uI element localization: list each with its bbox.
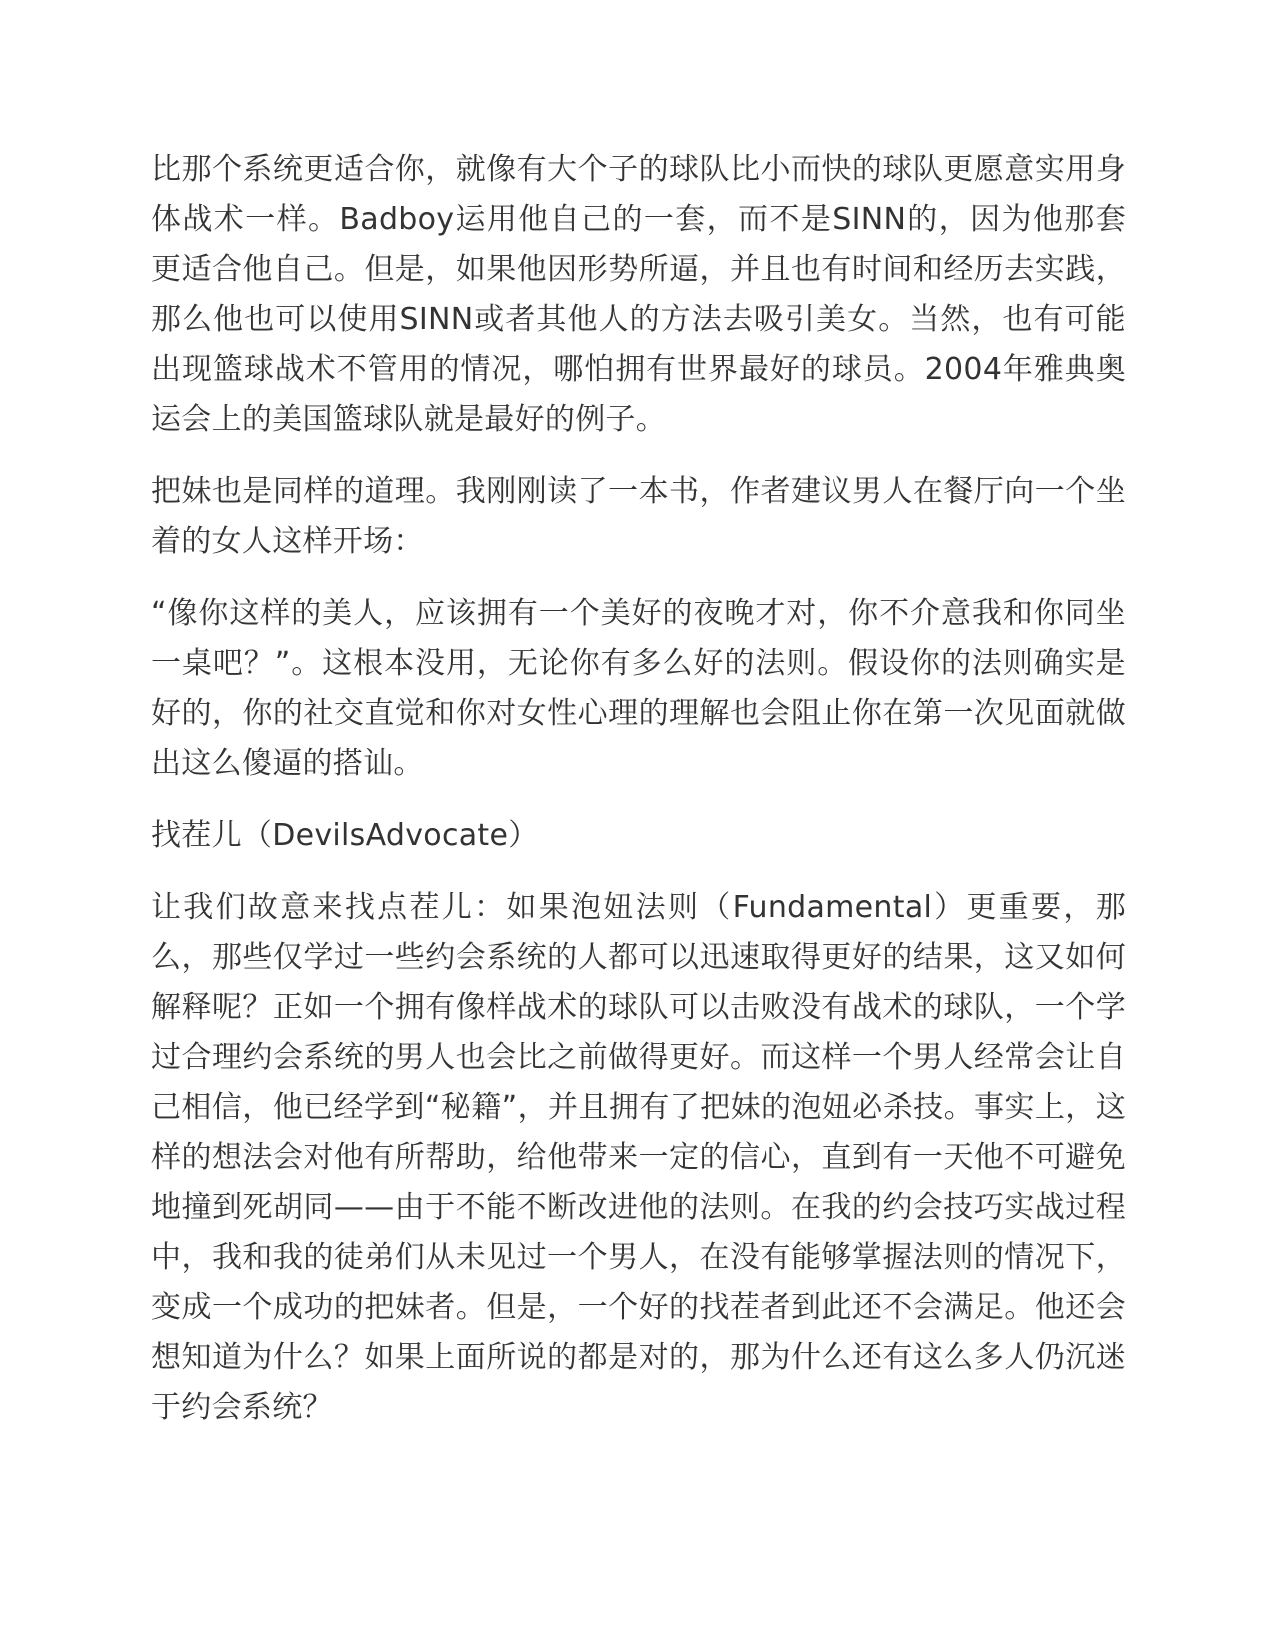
paragraph-opening-line-quote: “像你这样的美人，应该拥有一个美好的夜晚才对，你不介意我和你同坐一桌吧？”。这根本没用，无论你有多么好的法则。假设你的法则确实是好的，你的社交直觉和你对女性心理的理解也会阻止你在第一次见面就做出这么傻逼的搭讪。	[151, 596, 1126, 781]
document-body	[151, 145, 1126, 1455]
paragraph-basketball-tactics: 比那个系统更适合你，就像有大个子的球队比小而快的球队更愿意实用身体战术一样。Badboy运用他自己的一套，而不是SINN的，因为他那套更适合他自己。但是，如果他因形势所逼，并且也有时间和经历去实践，那么他也可以使用SINN或者其他人的方法去吸引美女。当然，也有可能出现篮球战术不管用的情况，哪怕拥有世界最好的球员。2004年雅典奥运会上的美国篮球队就是最好的例子。	[151, 152, 1126, 437]
section-heading-devils-advocate: 找茬儿（DevilsAdvocate）	[151, 818, 539, 853]
paragraph-devils-advocate: 让我们故意来找点茬儿：如果泡妞法则（Fundamental）更重要，那么，那些仅学过一些约会系统的人都可以迅速取得更好的结果，这又如何解释呢？正如一个拥有像样战术的球队可以击败没有战术的球队，一个学过合理约会系统的男人也会比之前做得更好。而这样一个男人经常会让自己相信，他已经学到“秘籍”，并且拥有了把妹的泡妞必杀技。事实上，这样的想法会对他有所帮助，给他带来一定的信心，直到有一天他不可避免地撞到死胡同——由于不能不断改进他的法则。在我的约会技巧实战过程中，我和我的徒弟们从未见过一个男人，在没有能够掌握法则的情况下，变成一个成功的把妹者。但是，一个好的找茬者到此还不会满足。他还会想知道为什么？如果上面所说的都是对的，那为什么还有这么多人仍沉迷于约会系统？	[151, 890, 1126, 1425]
paragraph-same-principle: 把妹也是同样的道理。我刚刚读了一本书，作者建议男人在餐厅向一个坐着的女人这样开场：	[151, 474, 1126, 559]
